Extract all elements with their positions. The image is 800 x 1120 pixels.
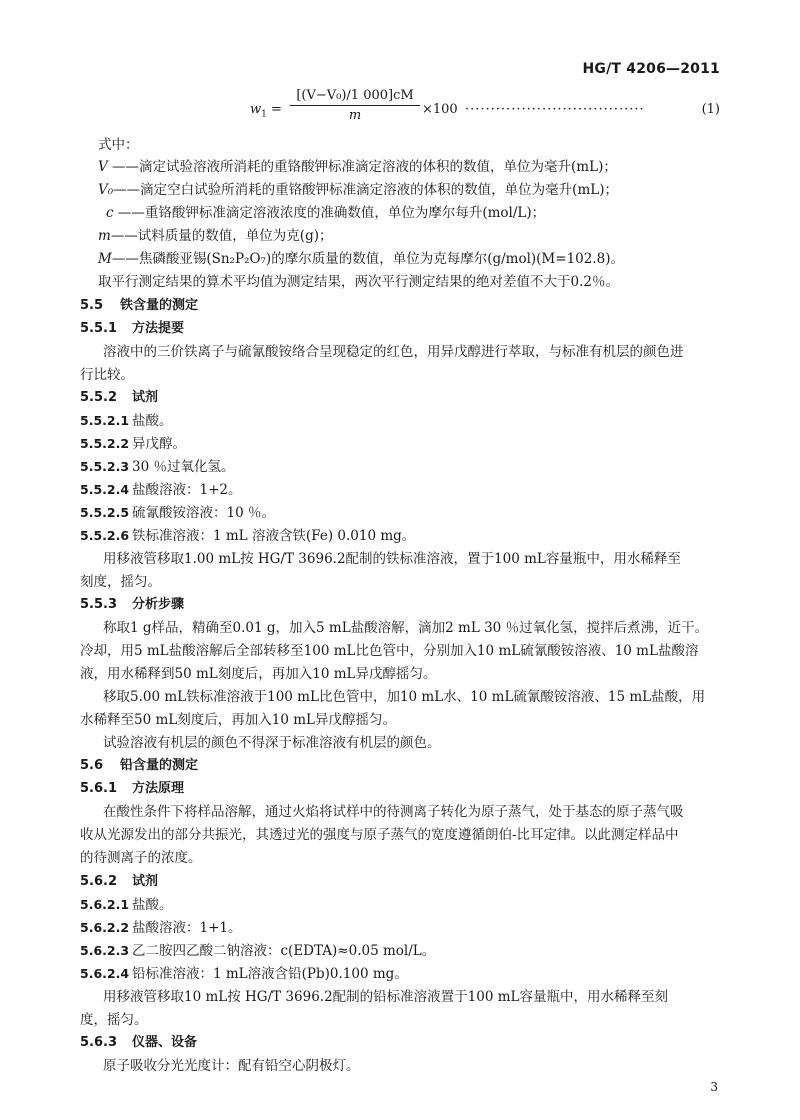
paragraph-line: 用移液管移取1.00 mL按 HG/T 3696.2配制的铁标准溶液，置于100 mL容量瓶中，用水稀释至: [103, 551, 681, 567]
section-5-6-2-heading: 5.6.2 试剂: [80, 874, 159, 889]
paragraph-line: 行比较。: [80, 367, 134, 383]
reagent-item: 5.5.2.4 盐酸溶液：1+2。: [80, 482, 242, 498]
paragraph-line: 液，用水稀释到50 mL刻度后，再加入10 mL异戊醇摇匀。: [80, 666, 437, 682]
reagent-item: 5.5.2.5 硫氰酸铵溶液：10 ％。: [80, 505, 275, 521]
formula-1: [250, 88, 720, 132]
reagent-item: 5.5.2.2 异戊醇。: [80, 436, 186, 452]
section-5-5-2-heading: 5.5.2 试剂: [80, 390, 159, 405]
formula-leader-dots: ···································: [465, 102, 645, 117]
formula-multiplier: ×100: [422, 102, 458, 117]
section-5-5-3-heading: 5.5.3 分析步骤: [80, 597, 185, 612]
paragraph-line: 的待测离子的浓度。: [80, 850, 202, 866]
section-5-5-1-heading: 5.5.1 方法提要: [80, 321, 185, 336]
reagent-item: 5.6.2.3 乙二胺四乙酸二钠溶液：c(EDTA)≈0.05 mol/L。: [80, 943, 436, 959]
section-5-5-heading: 5.5 铁含量的测定: [80, 298, 199, 313]
paragraph-line: 称取1 g样品，精确至0.01 g，加入5 mL盐酸溶解，滴加2 mL 30 ％过氧化氢，搅拌后煮沸，近干。: [103, 620, 709, 636]
reagent-item: 5.5.2.6 铁标准溶液：1 mL 溶液含铁(Fe) 0.010 mg。: [80, 528, 416, 544]
paragraph-line: 试验溶液有机层的颜色不得深于标准溶液有机层的颜色。: [103, 735, 441, 751]
paragraph-line: 溶液中的三价铁离子与硫氰酸铵络合呈现稳定的红色，用异戊醇进行萃取，与标准有机层的颜色进: [103, 344, 684, 360]
section-5-6-3-heading: 5.6.3 仪器、设备: [80, 1035, 198, 1050]
page-number: 3: [710, 1080, 718, 1094]
paragraph-line: 冷却，用5 mL盐酸溶解后全部转移至100 mL比色管中，分别加入10 mL硫氰酸铵溶液、10 mL盐酸溶: [80, 643, 699, 659]
parallel-result-text: 取平行测定结果的算术平均值为测定结果，两次平行测定结果的绝对差值不大于0.2％。: [98, 274, 619, 290]
paragraph-line: 水稀释至50 mL刻度后，再加入10 mL异戊醇摇匀。: [80, 712, 396, 728]
formula-denominator: m: [348, 108, 362, 123]
reagent-item: 5.5.2.3 30 ％过氧化氢。: [80, 459, 235, 475]
section-5-6-heading: 5.6 铅含量的测定: [80, 758, 199, 773]
section-5-6-1-heading: 5.6.1 方法原理: [80, 781, 185, 796]
reagent-item: 5.5.2.1 盐酸。: [80, 413, 173, 429]
paragraph-line: 原子吸收分光光度计：配有铅空心阴极灯。: [103, 1058, 360, 1074]
paragraph-line: 移取5.00 mL铁标准溶液于100 mL比色管中，加10 mL水、10 mL硫氰酸铵溶液、15 mL盐酸，用: [103, 689, 706, 705]
reagent-item: 5.6.2.1 盐酸。: [80, 897, 173, 913]
definition-V0: V₀——滴定空白试验所消耗的重铬酸钾标准滴定溶液的体积的数值，单位为毫升(mL)；: [98, 182, 618, 198]
paragraph-line: 刻度，摇匀。: [80, 574, 161, 590]
paragraph-line: 用移液管移取10 mL按 HG/T 3696.2配制的铅标准溶液置于100 mL容量瓶中，用水稀释至刻: [103, 989, 668, 1005]
reagent-item: 5.6.2.2 盐酸溶液：1+1。: [80, 920, 242, 936]
definition-M: M——焦磷酸亚锡(Sn₂P₂O₇)的摩尔质量的数值，单位为克每摩尔(g/mol)(M=102.8)。: [98, 251, 624, 267]
definition-V: V ——滴定试验溶液所消耗的重铬酸钾标准滴定溶液的体积的数值，单位为毫升(mL)；: [98, 159, 617, 175]
standard-code: HG/T 4206—2011: [582, 61, 720, 77]
formula-fraction: [290, 88, 420, 123]
paragraph-line: 度，摇匀。: [80, 1012, 148, 1028]
formula-number: (1): [701, 102, 720, 117]
formula-numerator: [(V−V₀)/1 000]cM: [296, 88, 414, 103]
definition-c: c ——重铬酸钾标准滴定溶液浓度的准确数值，单位为摩尔每升(mol/L)；: [106, 205, 546, 221]
reagent-item: 5.6.2.4 铅标准溶液：1 mL溶液含铅(Pb)0.100 mg。: [80, 966, 408, 982]
paragraph-line: 在酸性条件下将样品溶解，通过火焰将试样中的待测离子转化为原子蒸气，处于基态的原子蒸气吸: [103, 804, 684, 820]
where-label: 式中：: [98, 137, 139, 153]
formula-lhs: $w_1$ =: [250, 102, 282, 120]
definition-m: m——试料质量的数值，单位为克(g)；: [98, 228, 333, 244]
paragraph-line: 收从光源发出的部分共振光，其透过光的强度与原子蒸气的宽度遵循朗伯-比耳定律。以此测定样品中: [80, 827, 679, 843]
